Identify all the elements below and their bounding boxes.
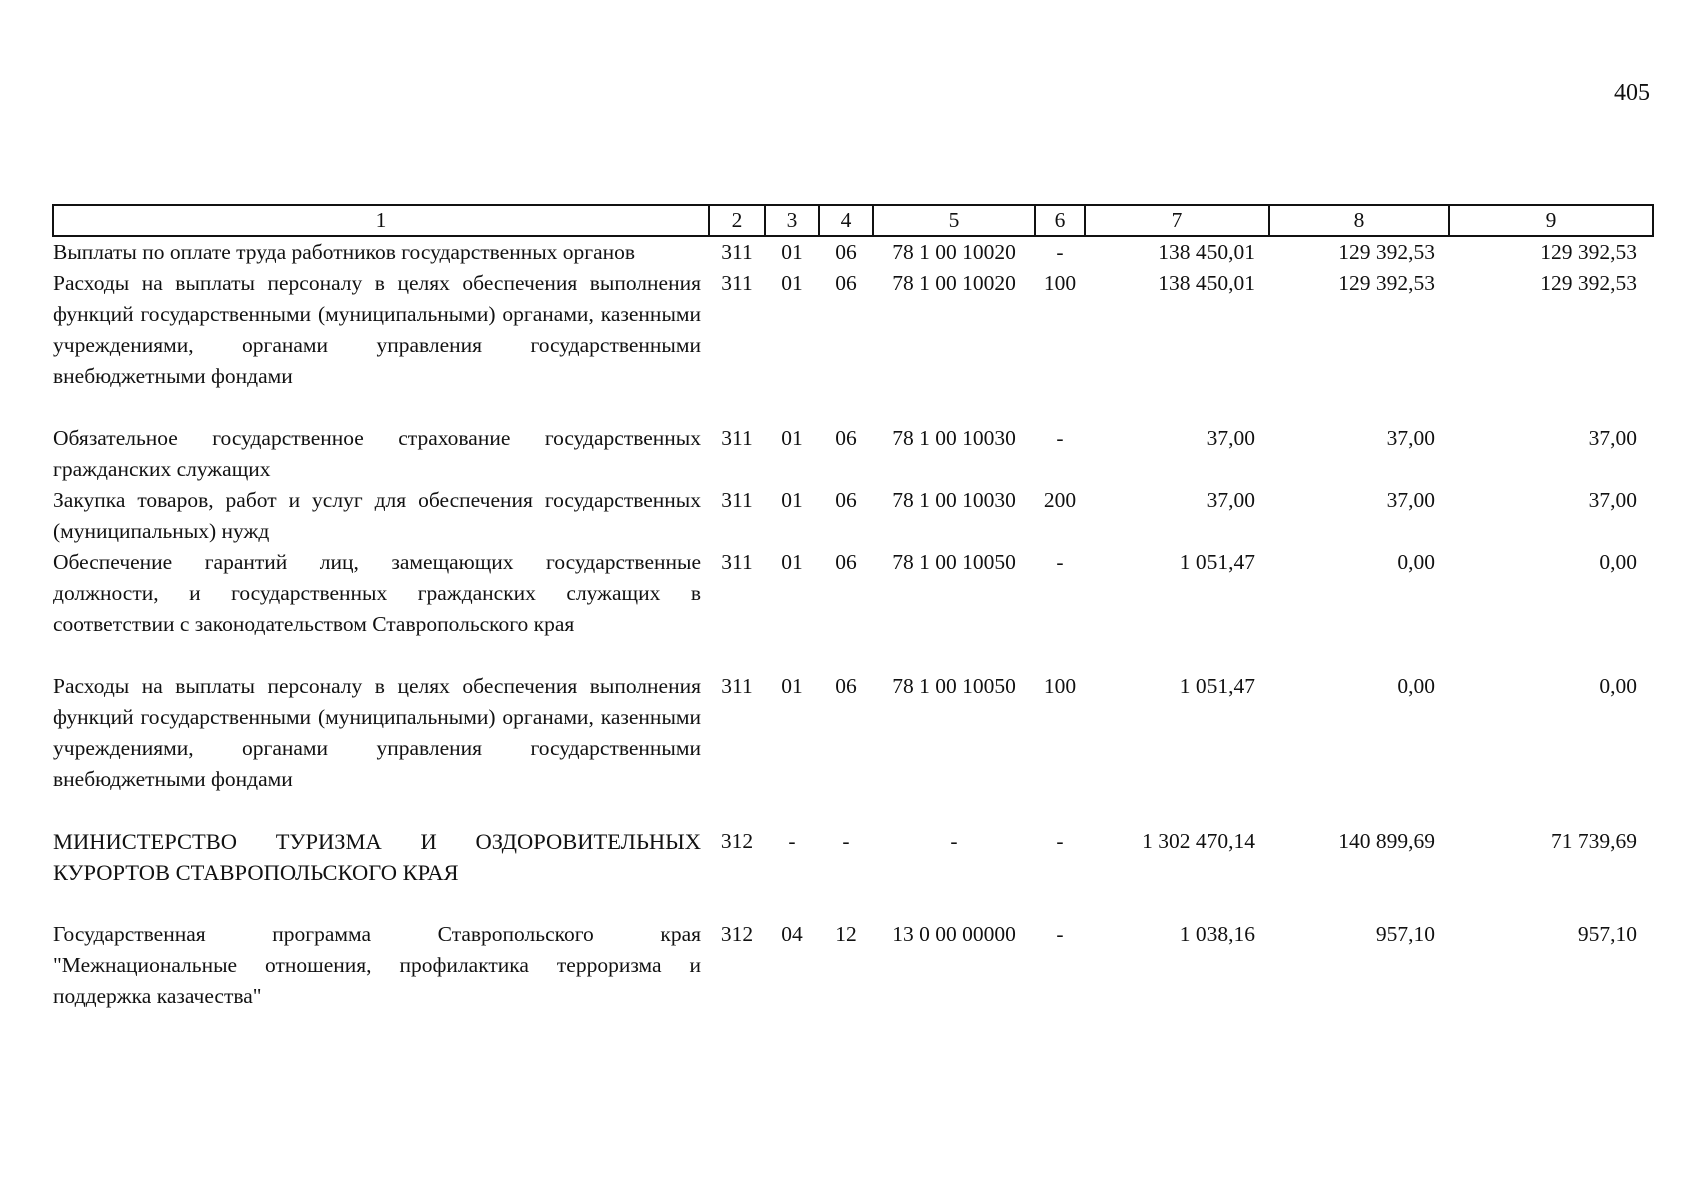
- row-c3: 01: [781, 674, 803, 698]
- row-c8: 957,10: [1375, 922, 1435, 946]
- header-cell-1: 1: [53, 205, 709, 236]
- row-c8: 37,00: [1386, 426, 1435, 450]
- row-c2: 312: [720, 922, 754, 946]
- table-row: [53, 485, 1653, 547]
- row-spacer: [53, 392, 1653, 423]
- header-cell-9: 9: [1449, 205, 1653, 236]
- row-c2: 311: [721, 550, 753, 574]
- row-name: Выплаты по оплате труда работников государственных органов: [53, 240, 636, 264]
- row-c9: 0,00: [1599, 674, 1637, 698]
- row-c5: 78 1 00 10050: [892, 550, 1016, 574]
- table-row: [53, 547, 1653, 640]
- row-c4: 06: [835, 271, 857, 295]
- row-c5: 78 1 00 10050: [892, 674, 1016, 698]
- row-name: Государственная программа Ставропольского края "Межнациональные отношения, профилактика терроризма и поддержка казачества": [53, 922, 701, 1008]
- row-c4: 06: [835, 488, 857, 512]
- row-name: Закупка товаров, работ и услуг для обеспечения государственных (муниципальных) нужд: [53, 488, 701, 543]
- row-c5: 13 0 00 00000: [892, 922, 1016, 946]
- row-c2: 312: [720, 829, 754, 853]
- row-name: Расходы на выплаты персоналу в целях обеспечения выполнения функций государственными (муниципальными) органами, казенными учреждениями, органами управления государственными внебюджетными фондами: [53, 674, 701, 791]
- row-c6: 100: [1043, 674, 1077, 698]
- row-spacer: [53, 640, 1653, 671]
- row-name: Обеспечение гарантий лиц, замещающих государственные должности, и государственных гражданских служащих в соответствии с законодательством Ставропольского края: [53, 550, 701, 636]
- row-c8: 140 899,69: [1338, 829, 1435, 853]
- table-row: [53, 826, 1653, 888]
- row-spacer: [53, 795, 1653, 826]
- row-name: МИНИСТЕРСТВО ТУРИЗМА И ОЗДОРОВИТЕЛЬНЫХ КУРОРТОВ СТАВРОПОЛЬСКОГО КРАЯ: [53, 829, 701, 885]
- row-c6: 200: [1043, 488, 1077, 512]
- row-c6: -: [1056, 829, 1064, 853]
- row-c3: 04: [781, 922, 803, 946]
- row-c3: -: [788, 829, 796, 853]
- row-c2: 311: [721, 674, 753, 698]
- header-cell-8: 8: [1269, 205, 1449, 236]
- row-c4: 12: [835, 922, 857, 946]
- row-c6: -: [1056, 426, 1064, 450]
- row-c3: 01: [781, 488, 803, 512]
- row-c4: 06: [835, 426, 857, 450]
- header-cell-6: 6: [1035, 205, 1085, 236]
- row-c2: 311: [721, 271, 753, 295]
- table-row: [53, 423, 1653, 485]
- row-c7: 138 450,01: [1158, 271, 1255, 295]
- row-c7: 1 051,47: [1179, 674, 1255, 698]
- row-c7: 37,00: [1206, 426, 1255, 450]
- row-c5: -: [950, 829, 958, 853]
- row-c2: 311: [721, 426, 753, 450]
- row-c8: 0,00: [1397, 550, 1435, 574]
- budget-table: [52, 204, 1654, 1012]
- row-c5: 78 1 00 10030: [892, 426, 1016, 450]
- row-c6: -: [1056, 240, 1064, 264]
- row-c4: 06: [835, 674, 857, 698]
- row-c7: 1 051,47: [1179, 550, 1255, 574]
- row-name: Расходы на выплаты персоналу в целях обеспечения выполнения функций государственными (муниципальными) органами, казенными учреждениями, органами управления государственными внебюджетными фондами: [53, 271, 701, 388]
- row-name: Обязательное государственное страхование государственных гражданских служащих: [53, 426, 701, 481]
- table-header: [53, 205, 1653, 236]
- row-c2: 311: [721, 240, 753, 264]
- header-cell-4: 4: [819, 205, 873, 236]
- row-c7: 138 450,01: [1158, 240, 1255, 264]
- row-c9: 37,00: [1588, 426, 1637, 450]
- table-row: [53, 268, 1653, 392]
- row-c9: 0,00: [1599, 550, 1637, 574]
- row-spacer: [53, 888, 1653, 919]
- row-c3: 01: [781, 426, 803, 450]
- row-c8: 129 392,53: [1338, 240, 1435, 264]
- header-row: [53, 205, 1653, 236]
- row-c9: 129 392,53: [1540, 271, 1637, 295]
- table-body: [53, 236, 1653, 1012]
- row-c9: 129 392,53: [1540, 240, 1637, 264]
- row-c2: 311: [721, 488, 753, 512]
- table-row: [53, 671, 1653, 795]
- row-c8: 0,00: [1397, 674, 1435, 698]
- row-c8: 37,00: [1386, 488, 1435, 512]
- row-c7: 37,00: [1206, 488, 1255, 512]
- row-c3: 01: [781, 550, 803, 574]
- row-c9: 37,00: [1588, 488, 1637, 512]
- row-c4: -: [842, 829, 850, 853]
- header-cell-3: 3: [765, 205, 819, 236]
- row-c7: 1 038,16: [1179, 922, 1255, 946]
- row-c7: 1 302 470,14: [1142, 829, 1255, 853]
- row-c9: 957,10: [1577, 922, 1637, 946]
- header-cell-5: 5: [873, 205, 1035, 236]
- row-c4: 06: [835, 550, 857, 574]
- row-c5: 78 1 00 10020: [892, 240, 1016, 264]
- page-number: 405: [1614, 80, 1650, 106]
- row-c4: 06: [835, 240, 857, 264]
- row-c9: 71 739,69: [1551, 829, 1637, 853]
- row-c5: 78 1 00 10030: [892, 488, 1016, 512]
- row-c6: -: [1056, 922, 1064, 946]
- row-c5: 78 1 00 10020: [892, 271, 1016, 295]
- row-c3: 01: [781, 271, 803, 295]
- table-row: [53, 236, 1653, 268]
- row-c6: 100: [1043, 271, 1077, 295]
- table-row: [53, 919, 1653, 1012]
- header-cell-7: 7: [1085, 205, 1269, 236]
- row-c8: 129 392,53: [1338, 271, 1435, 295]
- row-c6: -: [1056, 550, 1064, 574]
- header-cell-2: 2: [709, 205, 765, 236]
- row-c3: 01: [781, 240, 803, 264]
